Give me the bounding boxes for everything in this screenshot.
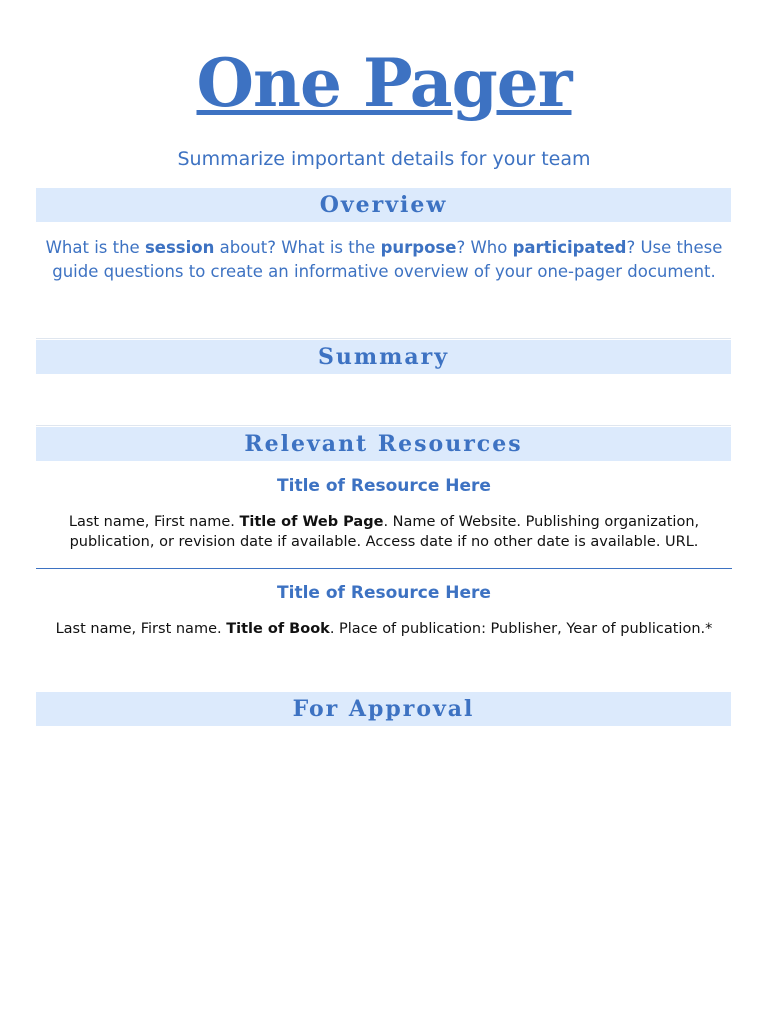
- overview-text-part: ? Use these guide questions to create an informative overview of your one-pager document.: [52, 238, 723, 281]
- resources-heading: Relevant Resources: [244, 431, 523, 457]
- citation-work-title: Title of Book: [226, 621, 330, 637]
- overview-section-header: [36, 188, 731, 222]
- citation-text: Last name, First name.: [68, 514, 240, 530]
- approval-heading: For Approval: [292, 696, 475, 722]
- approval-section-header: [36, 692, 731, 726]
- citation-work-title: Title of Web Page: [239, 514, 384, 530]
- citation-text: . Name of Website. Publishing organization, publication, or revision date if available. Access date if no other date is available. URL.: [69, 514, 700, 550]
- section-divider: [36, 338, 731, 339]
- overview-text-part: ? Who: [456, 238, 513, 257]
- overview-heading: Overview: [319, 192, 448, 218]
- overview-keyword-purpose: purpose: [380, 238, 457, 257]
- resource-title: Title of Resource Here: [277, 476, 491, 496]
- overview-keyword-participated: participated: [512, 238, 627, 257]
- overview-keyword-session: session: [144, 238, 215, 257]
- summary-section-header: [36, 340, 731, 374]
- resource-citation: [40, 619, 728, 639]
- resource-citation: [40, 512, 728, 552]
- page-subtitle: Summarize important details for your team: [177, 148, 591, 170]
- overview-text-part: about? What is the: [214, 238, 381, 257]
- citation-text: Last name, First name.: [55, 621, 227, 637]
- summary-heading: Summary: [317, 344, 450, 370]
- page-title-text: One Pager: [196, 44, 572, 122]
- overview-text-part: What is the: [45, 238, 145, 257]
- resources-section-header: [36, 427, 731, 461]
- resource-divider: [36, 568, 732, 569]
- section-divider: [36, 425, 731, 426]
- overview-guide-text: [30, 236, 738, 284]
- citation-text: . Place of publication: Publisher, Year of publication.*: [329, 621, 713, 637]
- resource-title: Title of Resource Here: [277, 583, 491, 603]
- page-title: [0, 38, 768, 128]
